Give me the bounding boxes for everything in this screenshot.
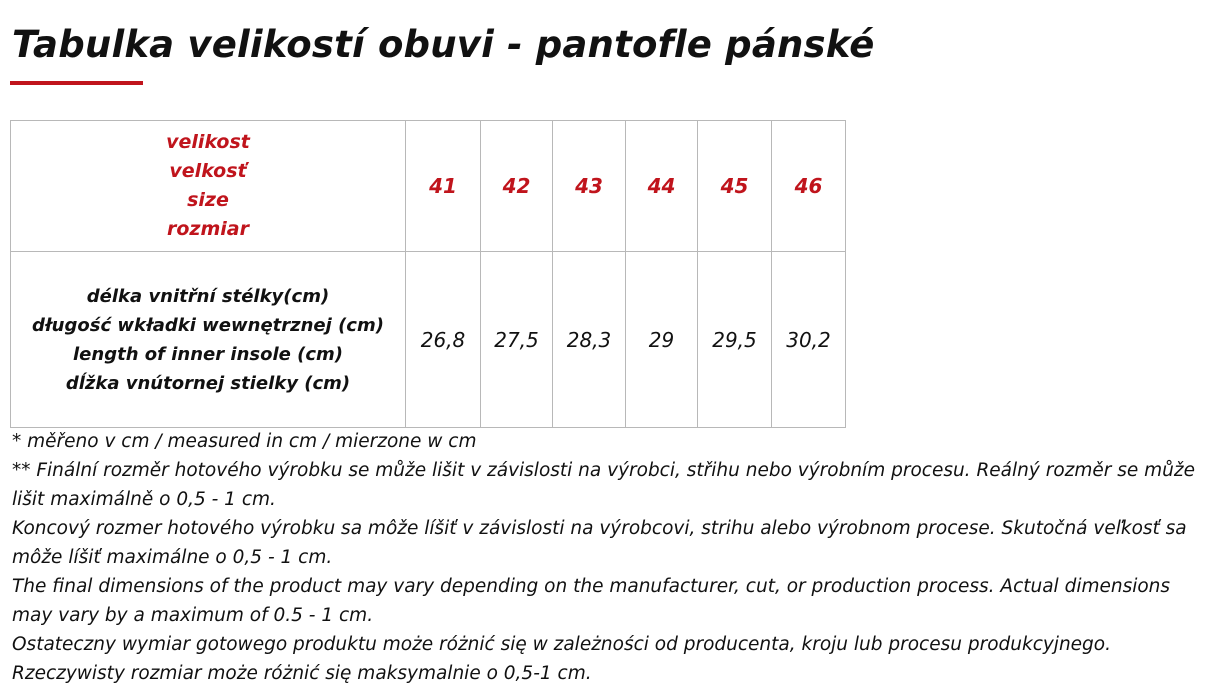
size-cell: 43 — [553, 121, 626, 252]
size-label-en: size — [187, 189, 229, 211]
insole-label-en: length of inner insole (cm) — [73, 343, 343, 365]
size-cell: 44 — [626, 121, 698, 252]
size-cell: 45 — [698, 121, 772, 252]
insole-length-value: 29,5 — [698, 252, 772, 428]
footnote-disclaimer-cz: ** Finální rozměr hotového výrobku se může lišit v závislosti na výrobci, střihu nebo výrobním procesu. Reálný rozměr se může lišit maximálně o 0,5 - 1 cm. — [12, 460, 1195, 510]
insole-length-row — [11, 252, 846, 428]
insole-label-pl: długość wkładki wewnętrznej (cm) — [32, 314, 384, 336]
footnote-disclaimer-pl: Ostateczny wymiar gotowego produktu może różnić się w zależności od producenta, kroju lub procesu produkcyjnego. Rzeczywisty rozmiar może różnić się maksymalnie o 0,5-1 cm. — [12, 634, 1111, 684]
insole-length-value: 29 — [626, 252, 698, 428]
size-table — [10, 120, 846, 428]
size-label-cz: velikost — [166, 131, 250, 153]
size-cell: 41 — [406, 121, 481, 252]
size-cell: 42 — [481, 121, 553, 252]
footnote-disclaimer-en: The final dimensions of the product may vary depending on the manufacturer, cut, or production process. Actual dimensions may vary by a maximum of 0.5 - 1 cm. — [12, 576, 1171, 626]
insole-label-sk: dĺžka vnútornej stielky (cm) — [65, 372, 351, 394]
title-underline — [10, 81, 143, 85]
footnotes — [12, 427, 1202, 688]
insole-length-value: 30,2 — [772, 252, 846, 428]
size-cell: 46 — [772, 121, 846, 252]
insole-length-label-cell — [11, 252, 406, 428]
size-header-row — [11, 121, 846, 252]
insole-length-value: 26,8 — [406, 252, 481, 428]
size-label-pl: rozmiar — [167, 218, 249, 240]
size-label-cell — [11, 121, 406, 252]
insole-length-value: 28,3 — [553, 252, 626, 428]
insole-length-value: 27,5 — [481, 252, 553, 428]
insole-label-cz: délka vnitřní stélky(cm) — [86, 285, 330, 307]
page-title: Tabulka velikostí obuvi - pantofle pánské — [12, 23, 875, 66]
footnote-measured: * měřeno v cm / measured in cm / mierzone w cm — [12, 431, 477, 452]
size-label-sk: velkosť — [169, 160, 247, 182]
footnote-disclaimer-sk: Koncový rozmer hotového výrobku sa môže líšiť v závislosti na výrobcovi, strihu alebo výrobnom procese. Skutočná veľkosť sa môže líšiť maximálne o 0,5 - 1 cm. — [12, 518, 1187, 568]
